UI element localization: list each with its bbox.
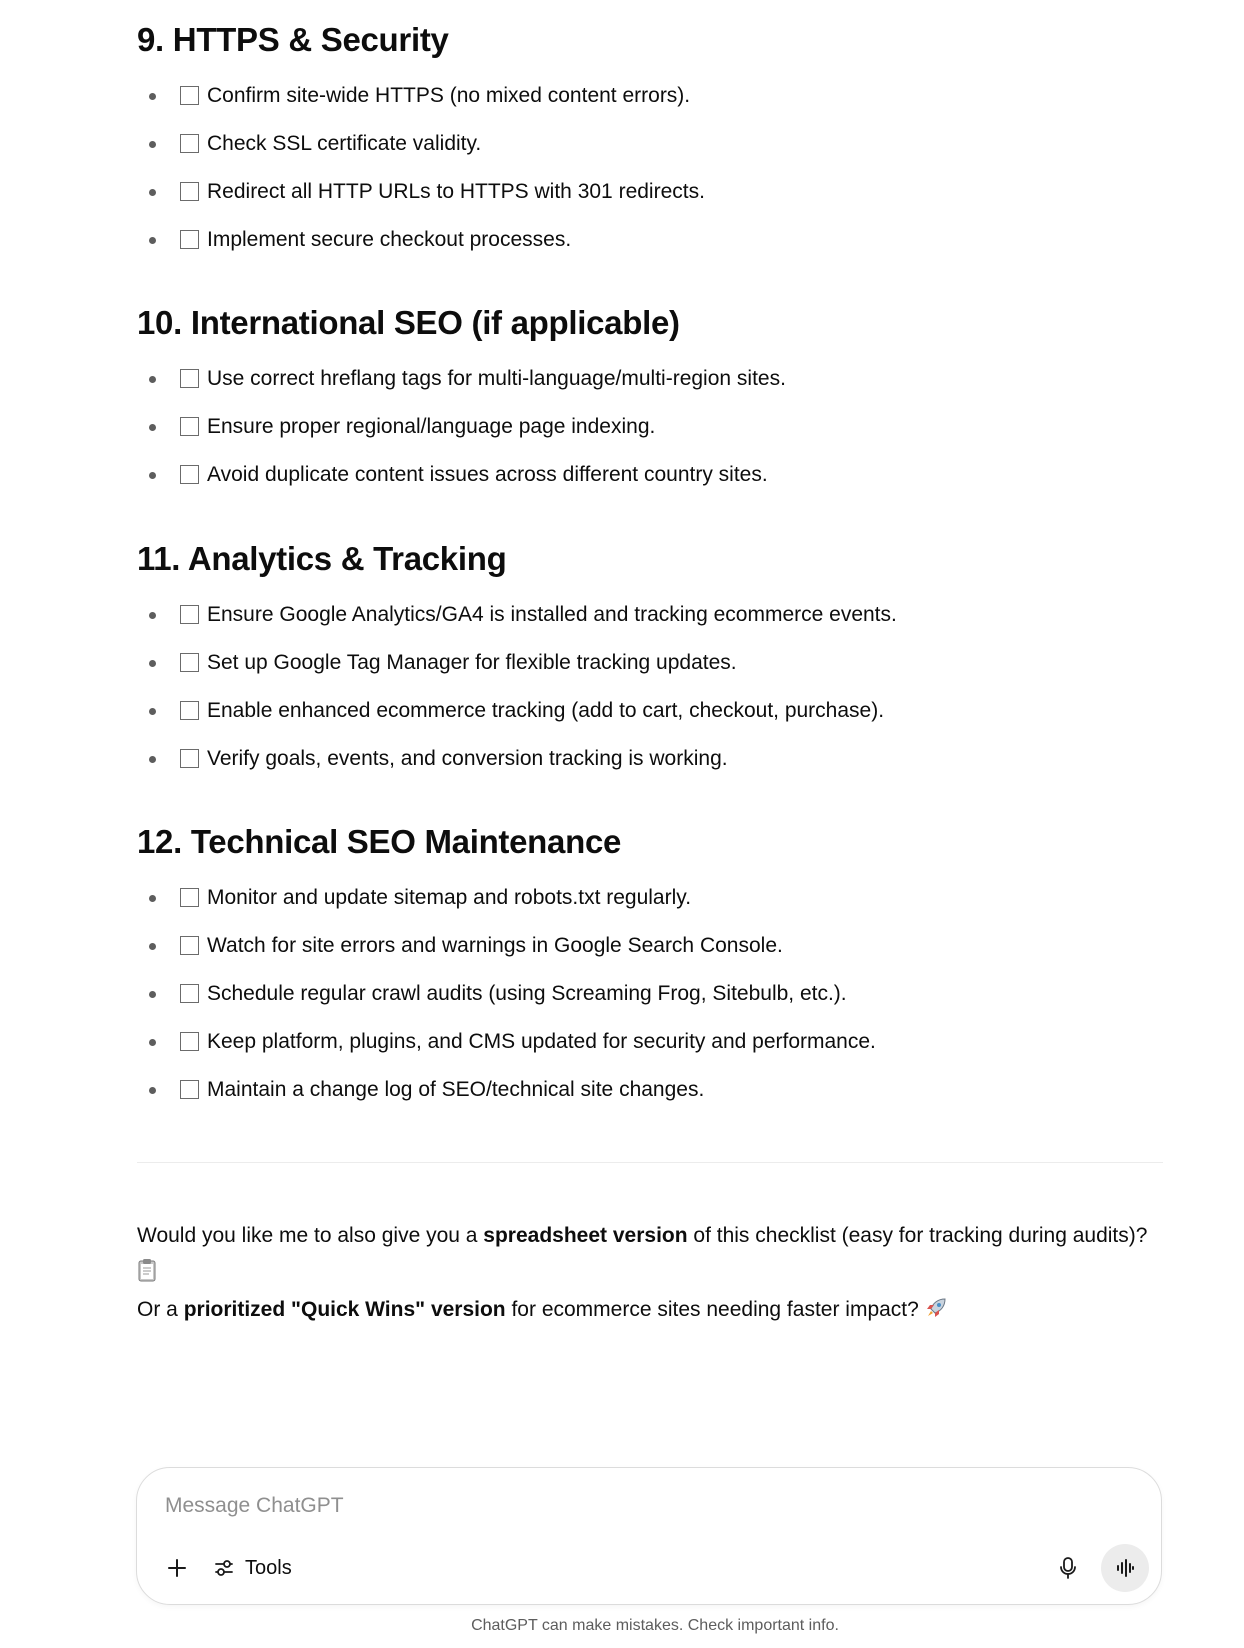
checklist-item [137, 591, 897, 639]
checkbox[interactable] [180, 417, 199, 436]
section-title: Technical SEO Maintenance [190, 823, 622, 860]
checklist-item [137, 451, 768, 499]
bullet-icon [149, 141, 156, 148]
dictate-button[interactable] [1050, 1550, 1086, 1586]
checkbox[interactable] [180, 1080, 199, 1099]
checklist-item-text: Enable enhanced ecommerce tracking (add to cart, checkout, purchase). [207, 699, 885, 722]
closing-line-1-rest: of this checklist (easy for tracking during audits)? [687, 1224, 1148, 1247]
checklist [137, 355, 786, 499]
checklist-item-text: Use correct hreflang tags for multi-language/multi-region sites. [207, 367, 786, 390]
bullet-icon [149, 895, 156, 902]
bullet-icon [149, 237, 156, 244]
checklist-item [137, 168, 705, 216]
section-title: International SEO (if applicable) [190, 304, 680, 341]
checkbox[interactable] [180, 984, 199, 1003]
section-title: Analytics & Tracking [187, 540, 507, 577]
checklist-item-text: Watch for site errors and warnings in Google Search Console. [207, 934, 783, 957]
checklist [137, 874, 876, 1114]
checkbox[interactable] [180, 230, 199, 249]
message-composer [136, 1467, 1162, 1605]
checklist-item-text: Maintain a change log of SEO/technical site changes. [207, 1078, 705, 1101]
bullet-icon [149, 424, 156, 431]
section-heading [137, 20, 449, 60]
microphone-icon [1057, 1556, 1079, 1580]
checklist-item [137, 735, 728, 783]
audio-waveform-icon [1114, 1557, 1136, 1579]
bullet-icon [149, 612, 156, 619]
section-number: 10. [137, 304, 182, 341]
section-number: 12. [137, 823, 182, 860]
disclaimer-text: ChatGPT can make mistakes. Check important info. [471, 1617, 839, 1634]
checklist-item [137, 874, 692, 922]
checklist-item [137, 1018, 876, 1066]
checkbox[interactable] [180, 134, 199, 153]
checklist-item [137, 216, 572, 264]
checkbox[interactable] [180, 465, 199, 484]
checkbox[interactable] [180, 1032, 199, 1051]
closing-paragraph [137, 1217, 1163, 1328]
checklist-item [137, 355, 786, 403]
tools-label: Tools [245, 1556, 292, 1579]
checkbox[interactable] [180, 749, 199, 768]
checklist-item-text: Keep platform, plugins, and CMS updated for security and performance. [207, 1030, 876, 1053]
checklist-item-text: Redirect all HTTP URLs to HTTPS with 301 redirects. [207, 180, 705, 203]
checkbox[interactable] [180, 701, 199, 720]
divider [137, 1162, 1163, 1163]
checklist-item-text: Check SSL certificate validity. [207, 132, 482, 155]
add-attachment-button[interactable] [159, 1550, 195, 1586]
checklist-item [137, 687, 885, 735]
closing-line-1-text: Would you like me to also give you a [137, 1224, 484, 1247]
bullet-icon [149, 756, 156, 763]
checklist-item-text: Implement secure checkout processes. [207, 228, 572, 251]
checklist-item-text: Monitor and update sitemap and robots.txt regularly. [207, 886, 692, 909]
checklist-item [137, 72, 691, 120]
checkbox[interactable] [180, 369, 199, 388]
checkbox[interactable] [180, 182, 199, 201]
checklist-item-text: Schedule regular crawl audits (using Screaming Frog, Sitebulb, etc.). [207, 982, 847, 1005]
section-number: 9. [137, 21, 164, 58]
closing-line-2-rest: for ecommerce sites needing faster impact? [505, 1298, 919, 1321]
rocket-icon [925, 1294, 945, 1316]
bullet-icon [149, 376, 156, 383]
checkbox[interactable] [180, 936, 199, 955]
checklist-item [137, 403, 680, 451]
plus-icon [166, 1557, 188, 1579]
checklist-item-text: Ensure Google Analytics/GA4 is installed and tracking ecommerce events. [207, 603, 897, 626]
bullet-icon [149, 93, 156, 100]
section-heading [137, 822, 621, 862]
bullet-icon [149, 189, 156, 196]
section-heading [137, 539, 506, 579]
voice-mode-button[interactable] [1101, 1544, 1149, 1592]
section-title: HTTPS & Security [172, 21, 449, 58]
checklist [137, 72, 705, 264]
section-heading [137, 303, 680, 343]
closing-line-2-bold: prioritized "Quick Wins" version [183, 1298, 506, 1321]
bullet-icon [149, 660, 156, 667]
checklist-item [137, 639, 737, 687]
closing-line-1 [137, 1217, 1163, 1291]
checklist-section [137, 20, 705, 264]
bullet-icon [149, 943, 156, 950]
checklist-item [137, 1066, 705, 1114]
checkbox[interactable] [180, 653, 199, 672]
checklist-section [137, 822, 876, 1114]
checklist [137, 591, 897, 783]
closing-line-2-text: Or a [137, 1298, 184, 1321]
checklist-item-text: Ensure proper regional/language page indexing. [207, 415, 656, 438]
checklist-item-text: Set up Google Tag Manager for flexible tracking updates. [207, 651, 737, 674]
checklist-item [137, 922, 783, 970]
checkbox[interactable] [180, 888, 199, 907]
bullet-icon [149, 1039, 156, 1046]
checklist-item-text: Verify goals, events, and conversion tracking is working. [207, 747, 728, 770]
checklist-section [137, 303, 786, 499]
section-number: 11. [137, 540, 181, 577]
bullet-icon [149, 1087, 156, 1094]
checklist-item [137, 970, 847, 1018]
checklist-item-text: Confirm site-wide HTTPS (no mixed content errors). [207, 84, 691, 107]
bullet-icon [149, 991, 156, 998]
closing-line-2 [137, 1291, 1163, 1328]
checklist-item-text: Avoid duplicate content issues across different country sites. [207, 463, 768, 486]
checkbox[interactable] [180, 605, 199, 624]
closing-line-1-bold: spreadsheet version [483, 1224, 688, 1247]
clipboard-icon [137, 1257, 157, 1279]
bullet-icon [149, 472, 156, 479]
bullet-icon [149, 708, 156, 715]
tools-button[interactable] [207, 1550, 298, 1586]
checklist-section [137, 539, 897, 783]
checkbox[interactable] [180, 86, 199, 105]
message-input[interactable]: Message ChatGPT [165, 1494, 344, 1517]
checklist-item [137, 120, 482, 168]
sliders-icon [213, 1557, 235, 1579]
